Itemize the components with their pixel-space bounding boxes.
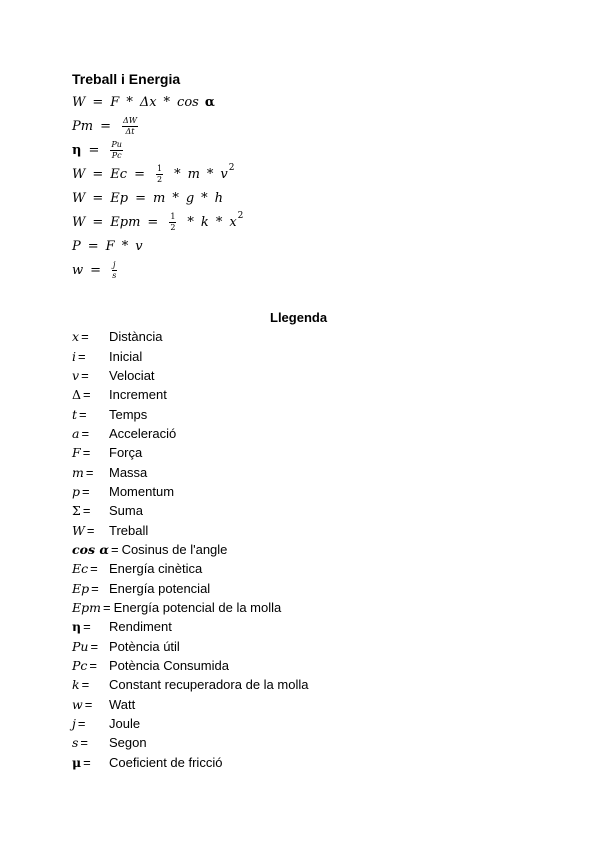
legend-item [72,540,308,559]
legend-symbol: j [72,716,76,732]
equals-sign: = [92,166,104,182]
legend-symbol: i [72,348,76,364]
formula-lhs: W [72,166,86,182]
legend-list [72,327,308,772]
legend-label: Potència Consumida [109,658,229,674]
formula-term: F [110,94,120,110]
legend-symbol: s [72,735,79,751]
legend-label: Energía potencial de la molla [113,599,282,615]
formula-lhs: η [72,142,82,158]
legend-equals: = [102,599,111,615]
legend-item [72,501,308,520]
legend-symbol: Epm [72,599,101,615]
legend-symbol: η [72,619,82,635]
legend-label: Inicial [109,348,143,364]
equals-sign: = [90,262,102,278]
legend-symbol: v [72,367,80,383]
legend-label: Cosinus de l'angle [121,541,228,557]
legend-equals: = [83,387,91,403]
formula-term: h [214,190,224,206]
fraction [169,213,176,232]
formula-lhs: W [72,94,86,110]
formula-term: Ep [110,190,129,206]
legend-equals: = [80,735,89,751]
fraction-numerator: 1 [156,163,163,173]
formula-potential-energy [72,186,243,210]
legend-item [72,656,308,675]
legend-item [72,482,308,501]
legend-symbol: Pu [72,638,89,654]
multiply-sign: * [172,190,179,206]
formula-term: F [105,238,115,254]
legend-label: Momentum [109,483,175,499]
formula-term: Ec [110,166,128,182]
multiply-sign: * [215,214,223,230]
multiply-sign: * [201,190,208,206]
legend-equals: = [82,503,91,519]
legend-label: Segon [109,735,147,751]
legend-label: Energía potencial [109,580,211,596]
fraction-numerator: ΔW [122,115,137,125]
equals-sign: = [87,238,99,254]
equals-sign: = [92,190,104,206]
legend-item [72,327,308,346]
legend-item [72,443,308,462]
multiply-sign: * [187,214,194,230]
legend-label: Velociat [109,367,155,383]
legend-item [72,714,308,733]
formula-term: g [185,190,195,206]
legend-equals: = [83,754,91,770]
legend-symbol: k [72,677,80,693]
fraction-denominator: 2 [170,222,176,232]
legend-label: Increment [109,387,167,403]
equals-sign: = [134,166,145,182]
formula-watt [72,258,243,282]
legend-equals: = [84,696,93,712]
formula-term: k [200,214,209,230]
fraction-denominator: 2 [156,174,163,184]
multiply-sign: * [206,166,214,182]
formula-lhs: Pm [72,118,94,134]
formula-term: m [153,190,166,206]
legend-equals: = [82,445,91,461]
formula-term: Δx [139,94,157,110]
legend-equals: = [78,348,86,364]
legend-label: Distància [109,329,163,345]
formula-term: v [220,166,228,182]
legend-symbol: cos α [72,541,109,557]
formula-term: α [204,94,215,110]
legend-symbol: x [72,329,80,345]
legend-label: Watt [109,696,136,712]
formula-kinetic-energy [72,162,243,186]
fraction-denominator: Δt [125,126,135,136]
fraction-denominator: s [112,270,117,280]
legend-label: Potència útil [109,638,180,654]
equals-sign: = [147,214,159,230]
legend-item [72,559,308,578]
legend-symbol: Ep [72,580,90,596]
legend-item [72,385,308,404]
fraction [122,117,138,136]
fraction [110,141,123,160]
formula-list [72,90,243,282]
formula-lhs: W [72,214,86,230]
legend-item [72,424,308,443]
legend-symbol: Ec [72,561,89,577]
equals-sign: = [135,190,146,206]
section-title: Treball i Energia [72,71,181,87]
legend-label: Coeficient de fricció [109,754,223,770]
legend-item [72,520,308,539]
multiply-sign: * [126,94,133,110]
legend-equals: = [90,638,99,654]
legend-item [72,753,308,772]
legend-label: Temps [109,406,148,422]
legend-symbol: Δ [72,387,82,403]
legend-symbol: p [72,483,81,499]
legend-equals: = [91,580,99,596]
legend-item [72,404,308,423]
legend-label: Massa [109,464,148,480]
exponent: 2 [237,211,244,221]
legend-equals: = [83,619,91,635]
legend-label: Joule [109,716,141,732]
formula-term: Epm [110,214,141,230]
multiply-sign: * [174,166,181,182]
legend-item [72,617,308,636]
legend-title: Llegenda [270,310,328,325]
formula-lhs: w [72,262,84,278]
fraction [112,261,116,280]
legend-equals: = [90,561,98,577]
legend-symbol: a [72,425,80,441]
legend-equals: = [81,329,89,345]
legend-item [72,578,308,597]
formula-efficiency [72,138,243,162]
legend-equals: = [81,367,89,383]
legend-item [72,366,308,385]
formula-term: m [187,166,200,182]
legend-symbol: Σ [72,503,81,519]
legend-item [72,675,308,694]
fraction-numerator: Pu [111,139,122,149]
exponent: 2 [228,163,235,173]
legend-equals: = [82,483,90,499]
formula-lhs: P [72,238,81,254]
legend-symbol: F [72,445,81,461]
legend-label: Força [109,445,143,461]
legend-symbol: w [72,696,83,712]
formula-term: cos [177,94,199,110]
legend-symbol: W [72,522,85,538]
formula-term: x [229,214,237,230]
fraction-numerator: j [113,259,116,269]
legend-equals: = [89,658,98,674]
legend-equals: = [86,522,95,538]
fraction-numerator: 1 [170,211,176,221]
formula-power [72,234,243,258]
legend-item [72,598,308,617]
legend-label: Constant recuperadora de la molla [109,677,309,693]
legend-label: Rendiment [109,619,172,635]
formula-elastic-energy [72,210,243,234]
multiply-sign: * [121,238,129,254]
fraction [156,165,163,184]
formula-term: v [135,238,143,254]
legend-label: Suma [109,503,143,519]
legend-label: Energía cinètica [109,561,203,577]
legend-item [72,733,308,752]
legend-symbol: m [72,464,84,480]
legend-symbol: t [72,406,78,422]
multiply-sign: * [163,94,171,110]
legend-equals: = [85,464,94,480]
legend-equals: = [110,541,119,557]
equals-sign: = [92,214,104,230]
legend-equals: = [79,406,87,422]
legend-label: Treball [109,522,149,538]
legend-item [72,637,308,656]
formula-mean-power [72,114,243,138]
legend-item [72,462,308,481]
legend-equals: = [77,716,86,732]
legend-label: Acceleració [109,425,177,441]
formula-work [72,90,243,114]
legend-symbol: μ [72,754,82,770]
legend-equals: = [81,677,90,693]
legend-item [72,346,308,365]
legend-symbol: Pc [72,658,88,674]
fraction-denominator: Pc [111,150,122,160]
equals-sign: = [92,94,104,110]
legend-equals: = [81,425,90,441]
equals-sign: = [100,118,111,134]
formula-lhs: W [72,190,86,206]
legend-item [72,695,308,714]
equals-sign: = [88,142,100,158]
